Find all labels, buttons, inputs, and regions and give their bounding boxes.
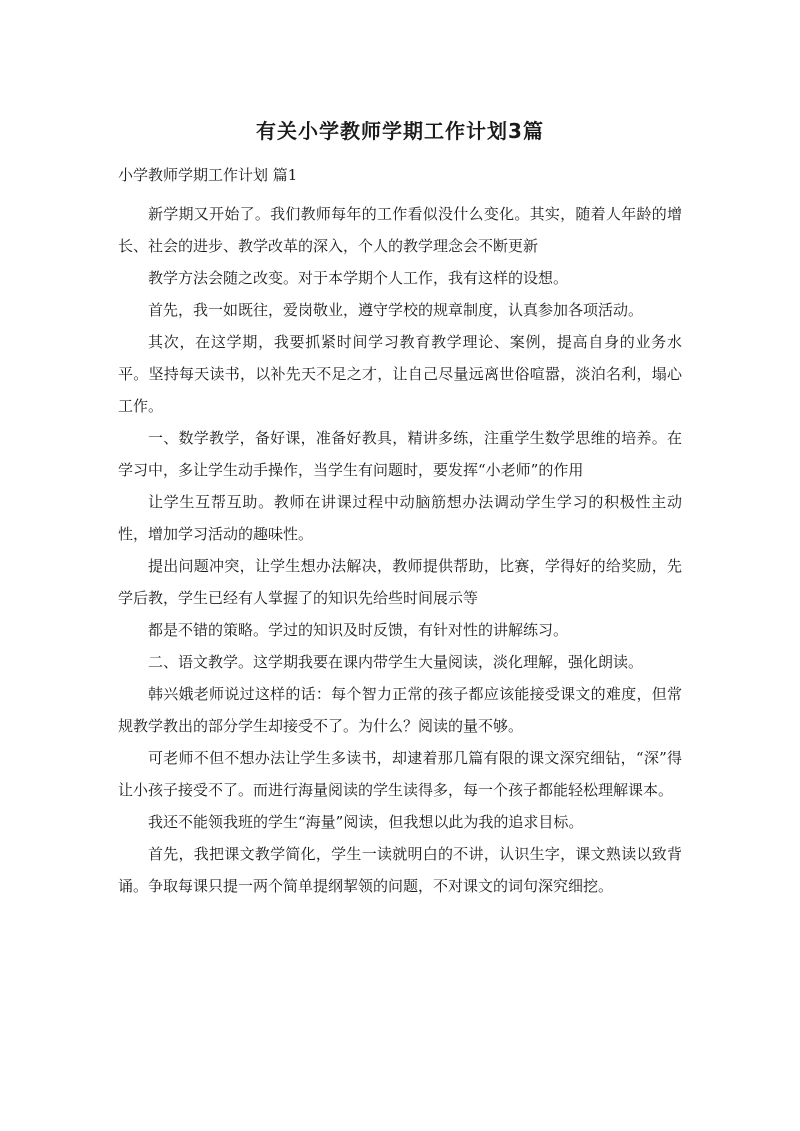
paragraph-2: 教学方法会随之改变。对于本学期个人工作，我有这样的设想。	[148, 269, 569, 287]
paragraph-1: 新学期又开始了。我们教师每年的工作看似没什么变化。其实，随着人年龄的增长、社会的进步、教学改革的深入，个人的教学理念会不断更新	[118, 205, 682, 255]
paragraph-12: 我还不能领我班的学生“海量”阅读，但我想以此为我的追求目标。	[148, 813, 584, 831]
paragraph-7: 提出问题冲突，让学生想办法解决，教师提供帮助，比赛，学得好的给奖励，先学后教，学生已经有人掌握了的知识先给些时间展示等	[118, 557, 682, 607]
paragraph-13: 首先，我把课文教学简化，学生一读就明白的不讲，认识生字，课文熟读以致背诵。争取每课只提一两个简单提纲挈领的问题，不对课文的词句深究细挖。	[118, 845, 682, 895]
paragraph-6: 让学生互帮互助。教师在讲课过程中动脑筋想办法调动学生学习的积极性主动性，增加学习活动的趣味性。	[118, 493, 682, 543]
paragraph-9: 二、语文教学。这学期我要在课内带学生大量阅读，淡化理解，强化朗读。	[148, 653, 644, 671]
document-title: 有关小学教师学期工作计划3篇	[256, 119, 544, 143]
paragraph-11: 可老师不但不想办法让学生多读书，却逮着那几篇有限的课文深究细钻，“深”得让小孩子接受不了。而进行海量阅读的学生读得多，每一个孩子都能轻松理解课本。	[118, 749, 682, 799]
paragraph-5: 一、数学教学，备好课，准备好教具，精讲多练，注重学生数学思维的培养。在学习中，多让学生动手操作，当学生有问题时，要发挥“小老师”的作用	[118, 429, 682, 479]
section-heading: 小学教师学期工作计划 篇1	[118, 166, 298, 184]
paragraph-4: 其次，在这学期，我要抓紧时间学习教育教学理论、案例，提高自身的业务水平。坚持每天读书，以补先天不足之才，让自己尽量远离世俗喧嚣，淡泊名利，塌心工作。	[118, 333, 682, 415]
paragraph-8: 都是不错的策略。学过的知识及时反馈，有针对性的讲解练习。	[148, 621, 569, 639]
paragraph-10: 韩兴娥老师说过这样的话：每个智力正常的孩子都应该能接受课文的难度，但常规教学教出的部分学生却接受不了。为什么？阅读的量不够。	[118, 685, 682, 735]
paragraph-3: 首先，我一如既往，爱岗敬业，遵守学校的规章制度，认真参加各项活动。	[148, 301, 644, 319]
